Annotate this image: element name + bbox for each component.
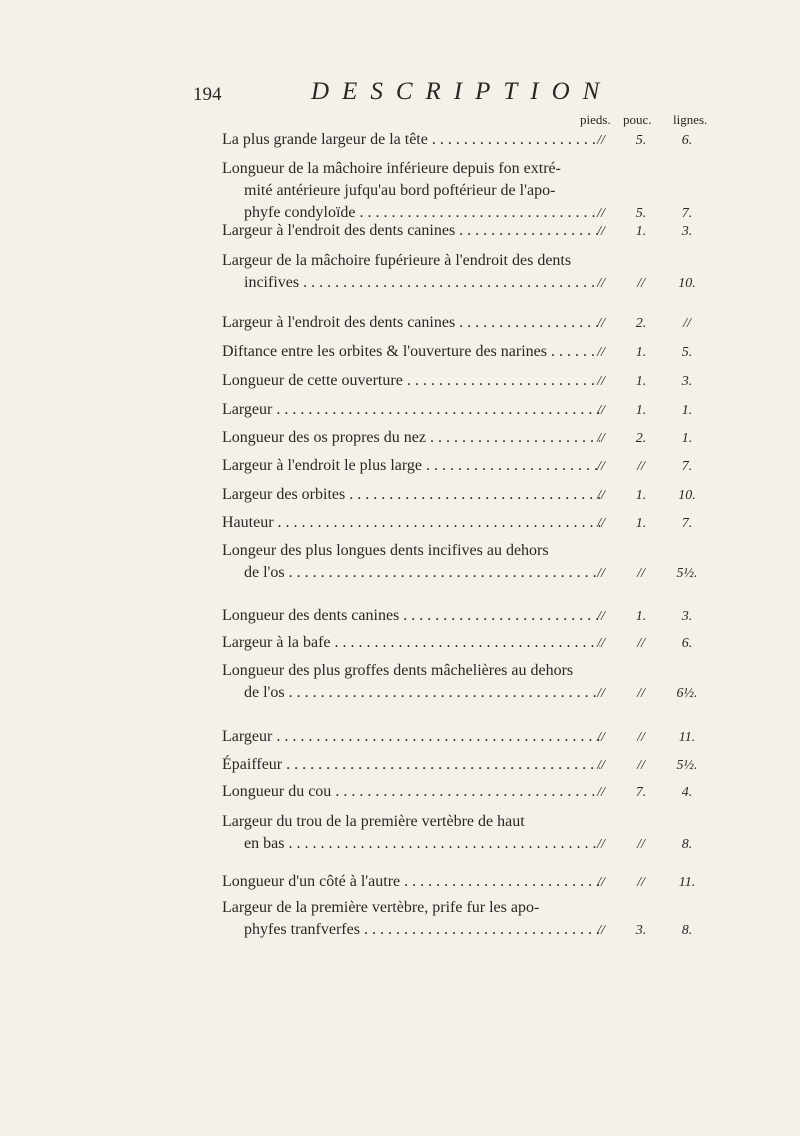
value-pieds: // — [597, 566, 605, 581]
value-pieds: // — [597, 403, 605, 418]
value-pieds: // — [597, 923, 605, 938]
measurement-values — [222, 370, 800, 392]
value-pouc: 2. — [635, 431, 647, 446]
measurement-entry — [222, 781, 800, 803]
value-pieds: // — [597, 758, 605, 773]
value-lignes: 8. — [681, 837, 693, 852]
value-pouc: // — [637, 459, 645, 474]
measurement-entry — [222, 427, 800, 449]
value-pieds: // — [597, 345, 605, 360]
measurement-values — [222, 562, 800, 584]
value-lignes: 5. — [681, 345, 693, 360]
value-lignes: 1. — [681, 431, 693, 446]
value-pouc: // — [637, 875, 645, 890]
page-number: 194 — [193, 84, 222, 105]
description-line: phyfes tranfverfes . . . — [222, 919, 600, 941]
value-lignes: 3. — [681, 224, 693, 239]
measurement-entry — [222, 540, 800, 584]
column-header-pouc: pouc. — [623, 112, 652, 127]
value-pieds: // — [597, 276, 605, 291]
measurement-values — [222, 399, 800, 421]
value-pouc: // — [637, 276, 645, 291]
value-pouc: 1. — [635, 516, 647, 531]
description-line: Largeur de la première vertèbre, prife fur les apo- — [222, 899, 540, 916]
measurement-values — [222, 272, 800, 294]
description-line: Longueur des dents canines . . . — [222, 605, 600, 627]
value-pieds: // — [597, 224, 605, 239]
measurement-values — [222, 754, 800, 776]
description-line: La plus grande largeur de la tête . . . — [222, 129, 600, 151]
value-pouc: // — [637, 636, 645, 651]
value-lignes: 6. — [681, 636, 693, 651]
measurement-entry — [222, 370, 800, 392]
value-pieds: // — [597, 374, 605, 389]
value-pieds: // — [597, 636, 605, 651]
measurement-entry — [222, 484, 800, 506]
value-pouc: // — [637, 730, 645, 745]
value-pouc: 7. — [635, 785, 647, 800]
description-line: Largeur des orbites . . . — [222, 484, 600, 506]
value-lignes: 11. — [678, 730, 696, 745]
description-line: de l'os . . . — [222, 562, 600, 584]
measurement-entry — [222, 632, 800, 654]
value-pouc: 1. — [635, 403, 647, 418]
value-pouc: // — [637, 837, 645, 852]
value-pouc: // — [637, 758, 645, 773]
measurement-values — [222, 341, 800, 363]
value-pieds: // — [597, 686, 605, 701]
measurement-entry — [222, 660, 800, 704]
value-lignes: 11. — [678, 875, 696, 890]
measurement-entry — [222, 129, 800, 151]
value-lignes: // — [683, 316, 691, 331]
running-title: DESCRIPTION — [311, 78, 613, 105]
measurement-values — [222, 871, 800, 893]
description-line: en bas . . . — [222, 833, 600, 855]
value-pieds: // — [597, 206, 605, 221]
value-pieds: // — [597, 459, 605, 474]
value-lignes: 7. — [681, 459, 693, 474]
description-line: mité antérieure jufqu'au bord poftérieur de l'apo- — [244, 182, 556, 199]
column-header-lignes: lignes. — [673, 112, 708, 127]
measurement-entry — [222, 897, 800, 941]
measurement-entry — [222, 312, 800, 334]
measurement-entry — [222, 605, 800, 627]
measurement-entry — [222, 341, 800, 363]
measurement-values — [222, 919, 800, 941]
description-line: de l'os . . . — [222, 682, 600, 704]
value-pouc: 1. — [635, 224, 647, 239]
measurement-entry — [222, 399, 800, 421]
value-lignes: 6½. — [676, 686, 698, 701]
value-lignes: 8. — [681, 923, 693, 938]
description-line: Largeur à la bafe . . . — [222, 632, 600, 654]
description-line: Largeur . . . — [222, 726, 600, 748]
measurement-values — [222, 605, 800, 627]
value-pouc: 1. — [635, 345, 647, 360]
value-lignes: 5½. — [676, 566, 698, 581]
value-lignes: 1. — [681, 403, 693, 418]
value-lignes: 10. — [678, 276, 696, 291]
value-pieds: // — [597, 431, 605, 446]
description-line: Longeur des plus longues dents incifives au dehors — [222, 542, 549, 559]
description-line: Épaiffeur . . . — [222, 754, 600, 776]
measurement-entry — [222, 455, 800, 477]
value-lignes: 4. — [681, 785, 693, 800]
measurement-entry — [222, 811, 800, 855]
measurement-values — [222, 833, 800, 855]
description-line: Diftance entre les orbites & l'ouverture des narines . . . — [222, 341, 600, 363]
value-lignes: 7. — [681, 206, 693, 221]
measurement-values — [222, 220, 800, 242]
measurement-values — [222, 312, 800, 334]
measurement-entry — [222, 726, 800, 748]
value-pieds: // — [597, 875, 605, 890]
value-pieds: // — [597, 133, 605, 148]
measurement-values — [222, 726, 800, 748]
measurement-entry — [222, 158, 800, 224]
column-header-pieds: pieds. — [580, 112, 611, 127]
value-pouc: 5. — [635, 133, 647, 148]
description-line: Hauteur . . . — [222, 512, 600, 534]
description-line: Largeur à l'endroit des dents canines . . . — [222, 220, 600, 242]
value-pieds: // — [597, 837, 605, 852]
value-lignes: 3. — [681, 374, 693, 389]
description-line: phyfe condyloïde . . . — [222, 202, 600, 224]
value-pieds: // — [597, 488, 605, 503]
measurement-values — [222, 632, 800, 654]
description-line: Longueur d'un côté à l'autre . . . — [222, 871, 600, 893]
description-line: Longueur des os propres du nez . . . — [222, 427, 600, 449]
measurement-values — [222, 129, 800, 151]
description-line: Longueur des plus groffes dents mâchelières au dehors — [222, 662, 574, 679]
value-lignes: 6. — [681, 133, 693, 148]
value-pouc: 1. — [635, 488, 647, 503]
measurement-values — [222, 781, 800, 803]
value-pouc: 1. — [635, 609, 647, 624]
description-line: Largeur à l'endroit des dents canines . . . — [222, 312, 600, 334]
value-pieds: // — [597, 730, 605, 745]
value-pouc: // — [637, 686, 645, 701]
measurement-entry — [222, 871, 800, 893]
description-line: Largeur à l'endroit le plus large . . . — [222, 455, 600, 477]
description-line: Longueur du cou . . . — [222, 781, 600, 803]
measurement-entry — [222, 754, 800, 776]
measurement-entry — [222, 220, 800, 242]
measurement-values — [222, 512, 800, 534]
description-line: Longueur de cette ouverture . . . — [222, 370, 600, 392]
value-pieds: // — [597, 316, 605, 331]
description-line: Largeur . . . — [222, 399, 600, 421]
value-lignes: 5½. — [676, 758, 698, 773]
description-line: Longueur de la mâchoire inférieure depuis fon extré- — [222, 160, 561, 177]
value-pouc: 2. — [635, 316, 647, 331]
description-line: incifives . . . — [222, 272, 600, 294]
measurement-values — [222, 427, 800, 449]
value-pieds: // — [597, 516, 605, 531]
measurement-values — [222, 484, 800, 506]
value-pouc: 5. — [635, 206, 647, 221]
measurement-values — [222, 455, 800, 477]
value-lignes: 10. — [678, 488, 696, 503]
value-pieds: // — [597, 785, 605, 800]
value-lignes: 3. — [681, 609, 693, 624]
measurement-values — [222, 682, 800, 704]
measurement-entry — [222, 512, 800, 534]
value-pouc: // — [637, 566, 645, 581]
value-pouc: 3. — [635, 923, 647, 938]
description-line: Largeur de la mâchoire fupérieure à l'endroit des dents — [222, 252, 572, 269]
measurement-entry — [222, 250, 800, 294]
value-pieds: // — [597, 609, 605, 624]
value-lignes: 7. — [681, 516, 693, 531]
description-line: Largeur du trou de la première vertèbre de haut — [222, 813, 525, 830]
value-pouc: 1. — [635, 374, 647, 389]
